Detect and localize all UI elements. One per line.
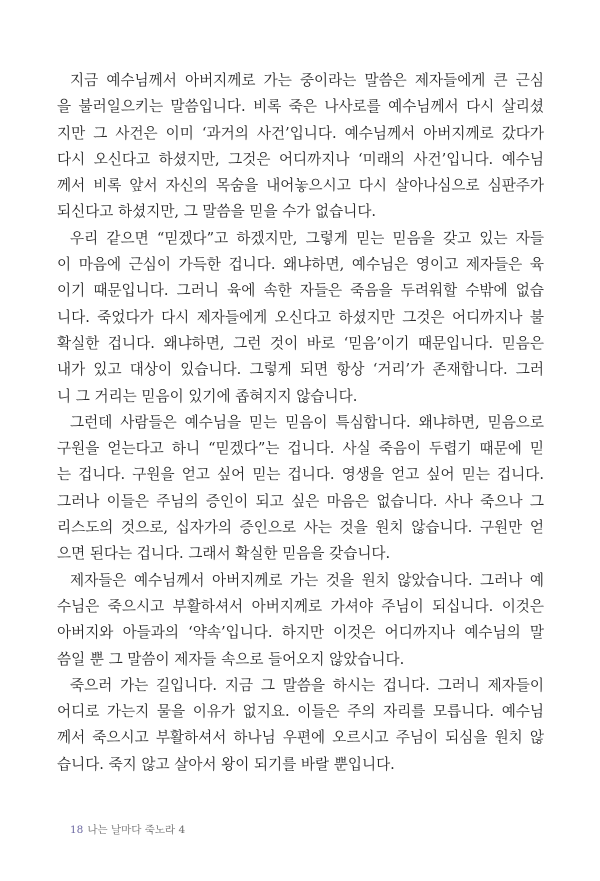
text-line: 지금 예수님께서 아버지께로 가는 중이라는 말씀은 제자들에게 큰 근심 xyxy=(70,72,544,89)
paragraph-2 xyxy=(57,226,544,410)
text-line: 우리 같으면 “믿겠다”고 하겠지만, 그렇게 믿는 믿음을 갖고 있는 자들 xyxy=(70,229,544,247)
text-line: 다시 오신다고 하셨지만, 그것은 어디까지나 ‘미래의 사건’입니다. 예수님 xyxy=(57,150,544,168)
text-line: 씀일 뿐 그 말씀이 제자들 속으로 들어오지 않았습니다. xyxy=(57,650,405,668)
text-line: 께서 비록 앞서 자신의 목숨을 내어놓으시고 다시 살아나심으로 심판주가 xyxy=(57,177,544,195)
text-line: 습니다. 죽지 않고 살아서 왕이 되기를 바랄 뿐입니다. xyxy=(57,755,395,773)
text-line: 그런데 사람들은 예수님을 믿는 믿음이 특심합니다. 왜냐하면, 믿음으로 xyxy=(70,413,544,431)
text-line: 으면 된다는 겁니다. 그래서 확실한 믿음을 갖습니다. xyxy=(57,545,391,563)
text-line: 확실한 겁니다. 왜냐하면, 그런 것이 바로 ‘믿음’이기 때문입니다. 믿음은 xyxy=(57,334,544,352)
text-line: 아버지와 아들과의 ‘약속’입니다. 하지만 이것은 어디까지나 예수님의 말 xyxy=(57,624,544,642)
text-line: 그러나 이들은 주님의 증인이 되고 싶은 마음은 없습니다. 사나 죽으나 그 xyxy=(57,492,544,510)
text-line: 리스도의 것으로, 십자가의 증인으로 사는 것을 원치 않습니다. 구원만 얻 xyxy=(57,519,544,537)
text-line: 수님은 죽으시고 부활하셔서 아버지께로 가셔야 주님이 되십니다. 이것은 xyxy=(57,597,544,615)
page-footer xyxy=(70,822,185,837)
paragraph-3 xyxy=(57,410,544,568)
text-line: 내가 있고 대상이 있습니다. 그렇게 되면 항상 ‘거리’가 존재합니다. 그러 xyxy=(57,361,544,379)
text-line: 이기 때문입니다. 그러니 육에 속한 자들은 죽음을 두려워할 수밖에 없습 xyxy=(57,282,544,300)
text-line: 어디로 가는지 물을 이유가 없지요. 이들은 주의 자리를 모릅니다. 예수님 xyxy=(57,703,544,721)
text-line: 죽으러 가는 길입니다. 지금 그 말씀을 하시는 겁니다. 그러니 제자들이 xyxy=(70,676,544,694)
paragraph-4 xyxy=(57,568,544,673)
paragraph-1 xyxy=(57,68,544,226)
text-line: 되신다고 하셨지만, 그 말씀을 믿을 수가 없습니다. xyxy=(57,203,377,221)
text-line: 제자들은 예수님께서 아버지께로 가는 것을 원치 않았습니다. 그러나 예 xyxy=(70,571,544,589)
body-text xyxy=(57,68,544,778)
text-line: 니 그 거리는 믿음이 있기에 좁혀지지 않습니다. xyxy=(57,387,358,405)
text-line: 는 겁니다. 구원을 얻고 싶어 믿는 겁니다. 영생을 얻고 싶어 믿는 겁니다. xyxy=(57,466,544,484)
text-line: 구원을 얻는다고 하니 “믿겠다”는 겁니다. 사실 죽음이 두렵기 때문에 믿 xyxy=(57,440,544,458)
text-line: 을 불러일으키는 말씀입니다. 비록 죽은 나사로를 예수님께서 다시 살리셨 xyxy=(57,98,544,116)
text-line: 께서 죽으시고 부활하셔서 하나님 우편에 오르시고 주님이 되심을 원치 않 xyxy=(57,729,544,747)
text-line: 이 마음에 근심이 가득한 겁니다. 왜냐하면, 예수님은 영이고 제자들은 육 xyxy=(57,256,544,274)
text-line: 니다. 죽었다가 다시 제자들에게 오신다고 하셨지만 그것은 어디까지나 불 xyxy=(57,308,544,326)
page-number: 18 xyxy=(70,824,84,836)
paragraph-5 xyxy=(57,673,544,778)
text-line: 지만 그 사건은 이미 ‘과거의 사건’입니다. 예수님께서 아버지께로 갔다가 xyxy=(57,124,544,142)
book-title: 나는 날마다 죽노라 4 xyxy=(87,824,186,836)
